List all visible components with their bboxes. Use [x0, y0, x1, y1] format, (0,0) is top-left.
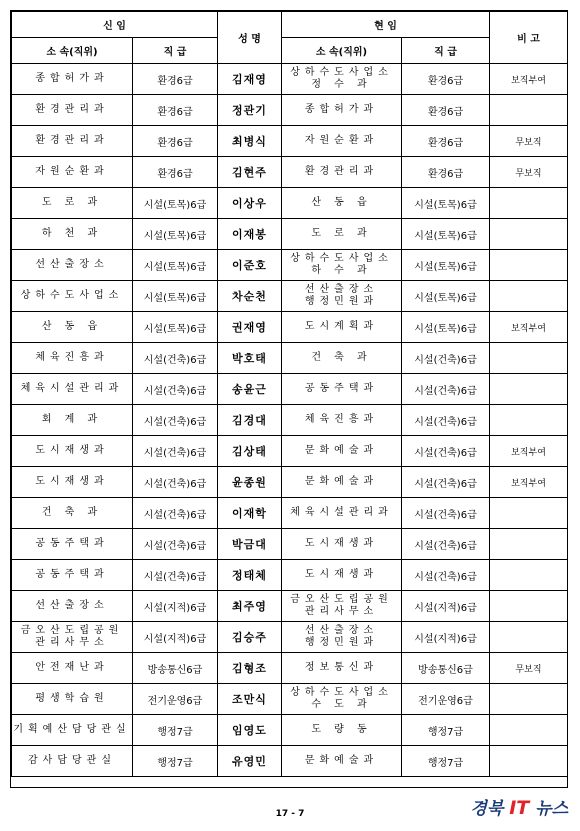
current-dept-cell	[282, 746, 402, 777]
current-dept-cell	[282, 622, 402, 653]
note-cell	[490, 343, 568, 374]
current-dept-cell	[282, 591, 402, 622]
new-dept-cell-line: 건 축 과	[41, 507, 103, 518]
new-rank-cell: 시설(건축)6급	[133, 498, 218, 529]
current-rank-cell: 시설(지적)6급	[402, 622, 490, 653]
new-rank-cell: 시설(건축)6급	[133, 405, 218, 436]
current-dept-cell-line: 문화예술과	[304, 755, 379, 766]
current-dept-cell-line: 종합허가과	[304, 104, 379, 115]
header-new-dept: 소 속(직위)	[12, 38, 133, 64]
current-dept-cell	[282, 281, 402, 312]
note-cell: 무보직	[490, 157, 568, 188]
new-dept-cell-line: 안전재난과	[35, 662, 109, 673]
new-dept-cell-line: 체육시설관리과	[20, 383, 124, 394]
new-dept-cell	[12, 64, 133, 95]
new-rank-cell: 시설(건축)6급	[133, 436, 218, 467]
current-dept-cell-line: 자원순환과	[304, 135, 379, 146]
current-dept-cell-line: 건 축 과	[311, 352, 372, 363]
current-dept-cell-line: 정보통신과	[304, 662, 379, 673]
table-row	[12, 684, 568, 715]
current-dept-cell-line: 선산출장소	[304, 625, 379, 636]
new-dept-cell-line: 관리사무소	[35, 637, 109, 648]
name-cell: 김현주	[218, 157, 282, 188]
current-dept-cell-line: 선산출장소	[304, 284, 379, 295]
note-cell	[490, 219, 568, 250]
current-rank-cell: 환경6급	[402, 64, 490, 95]
current-rank-cell: 시설(건축)6급	[402, 374, 490, 405]
current-dept-cell-line: 문화예술과	[304, 476, 379, 487]
current-dept-cell	[282, 374, 402, 405]
current-rank-cell: 환경6급	[402, 126, 490, 157]
name-cell: 차순천	[218, 281, 282, 312]
new-dept-cell-line: 체육진흥과	[35, 352, 109, 363]
new-dept-cell-line: 회 계 과	[41, 414, 103, 425]
new-rank-cell: 시설(지적)6급	[133, 591, 218, 622]
note-cell	[490, 746, 568, 777]
new-rank-cell: 환경6급	[133, 95, 218, 126]
new-dept-cell	[12, 343, 133, 374]
new-dept-cell-line: 금오산도립공원	[20, 625, 124, 636]
name-cell: 김경대	[218, 405, 282, 436]
name-cell: 이재봉	[218, 219, 282, 250]
table-row	[12, 622, 568, 653]
note-cell	[490, 684, 568, 715]
new-rank-cell: 시설(토목)6급	[133, 250, 218, 281]
header-current-rank: 직 급	[402, 38, 490, 64]
current-rank-cell: 방송통신6급	[402, 653, 490, 684]
current-rank-cell: 전기운영6급	[402, 684, 490, 715]
current-dept-cell-line: 행정민원과	[304, 637, 379, 648]
table-row	[12, 343, 568, 374]
table-row	[12, 95, 568, 126]
note-cell	[490, 715, 568, 746]
current-rank-cell: 시설(토목)6급	[402, 219, 490, 250]
new-rank-cell: 시설(토목)6급	[133, 188, 218, 219]
current-rank-cell: 시설(건축)6급	[402, 467, 490, 498]
header-current-dept: 소 속(직위)	[282, 38, 402, 64]
new-rank-cell: 시설(건축)6급	[133, 343, 218, 374]
new-dept-cell	[12, 529, 133, 560]
new-dept-cell-line: 평생학습원	[35, 693, 109, 704]
current-rank-cell: 시설(건축)6급	[402, 560, 490, 591]
table-row	[12, 374, 568, 405]
new-rank-cell: 시설(건축)6급	[133, 560, 218, 591]
current-rank-cell: 시설(토목)6급	[402, 250, 490, 281]
name-cell: 박금대	[218, 529, 282, 560]
new-dept-cell	[12, 622, 133, 653]
current-rank-cell: 시설(건축)6급	[402, 498, 490, 529]
current-dept-cell-line: 상하수도사업소	[290, 67, 393, 78]
note-cell	[490, 281, 568, 312]
current-dept-cell	[282, 436, 402, 467]
current-dept-cell-line: 하 수 과	[311, 265, 372, 276]
logo-prefix: 경북	[470, 799, 504, 819]
current-dept-cell	[282, 715, 402, 746]
current-rank-cell: 시설(건축)6급	[402, 405, 490, 436]
new-dept-cell-line: 종합허가과	[35, 73, 109, 84]
new-dept-cell	[12, 467, 133, 498]
current-dept-cell	[282, 560, 402, 591]
new-rank-cell: 시설(건축)6급	[133, 467, 218, 498]
table-row	[12, 219, 568, 250]
table-row	[12, 560, 568, 591]
name-cell: 이재학	[218, 498, 282, 529]
page-number: 17 - 7	[275, 809, 305, 819]
current-dept-cell-line: 체육시설관리과	[290, 507, 393, 518]
new-dept-cell-line: 기획예산담당관실	[13, 724, 131, 735]
current-rank-cell: 시설(토목)6급	[402, 281, 490, 312]
new-dept-cell	[12, 95, 133, 126]
new-dept-cell-line: 도시재생과	[35, 476, 109, 487]
table-row	[12, 653, 568, 684]
new-dept-cell	[12, 405, 133, 436]
new-rank-cell: 전기운영6급	[133, 684, 218, 715]
name-cell: 정관기	[218, 95, 282, 126]
current-dept-cell-line: 도시재생과	[304, 538, 379, 549]
new-dept-cell	[12, 281, 133, 312]
note-cell	[490, 405, 568, 436]
logo-watermark	[470, 794, 568, 819]
current-dept-cell	[282, 64, 402, 95]
current-dept-cell	[282, 250, 402, 281]
current-dept-cell-line: 상하수도사업소	[290, 687, 393, 698]
new-dept-cell-line: 하 천 과	[41, 228, 103, 239]
table-row	[12, 746, 568, 777]
new-dept-cell	[12, 436, 133, 467]
note-cell: 보직부여	[490, 436, 568, 467]
name-cell: 송윤근	[218, 374, 282, 405]
note-cell: 보직부여	[490, 467, 568, 498]
logo-suffix: 뉴스	[535, 799, 568, 819]
current-dept-cell-line: 정 수 과	[311, 79, 372, 90]
current-dept-cell-line: 도시계획과	[304, 321, 379, 332]
current-dept-cell	[282, 529, 402, 560]
new-dept-cell	[12, 374, 133, 405]
new-dept-cell-line: 상하수도사업소	[20, 290, 124, 301]
new-dept-cell-line: 감사담당관실	[28, 755, 116, 766]
current-dept-cell	[282, 188, 402, 219]
table-row	[12, 126, 568, 157]
table-row	[12, 529, 568, 560]
new-dept-cell-line: 선산출장소	[35, 259, 109, 270]
current-dept-cell	[282, 126, 402, 157]
header-new-post: 신 임	[12, 12, 218, 38]
table-row	[12, 250, 568, 281]
current-dept-cell-line: 수 도 과	[311, 699, 372, 710]
table-row	[12, 467, 568, 498]
current-dept-cell-line: 도시재생과	[304, 569, 379, 580]
current-dept-cell-line: 산 동 읍	[311, 197, 372, 208]
current-rank-cell: 시설(토목)6급	[402, 188, 490, 219]
note-cell: 보직부여	[490, 64, 568, 95]
current-dept-cell	[282, 467, 402, 498]
new-dept-cell	[12, 312, 133, 343]
current-dept-cell-line: 행정민원과	[304, 296, 379, 307]
logo-it: IT	[509, 797, 530, 819]
new-dept-cell	[12, 684, 133, 715]
personnel-table	[11, 11, 568, 777]
name-cell: 박호태	[218, 343, 282, 374]
new-rank-cell: 환경6급	[133, 157, 218, 188]
current-dept-cell	[282, 498, 402, 529]
table-row	[12, 715, 568, 746]
new-rank-cell: 방송통신6급	[133, 653, 218, 684]
note-cell	[490, 560, 568, 591]
note-cell	[490, 374, 568, 405]
name-cell: 유영민	[218, 746, 282, 777]
current-dept-cell-line: 체육진흥과	[304, 414, 379, 425]
new-dept-cell	[12, 188, 133, 219]
new-rank-cell: 시설(건축)6급	[133, 374, 218, 405]
current-dept-cell-line: 공동주택과	[304, 383, 379, 394]
new-dept-cell-line: 산 동 읍	[41, 321, 103, 332]
table-body	[12, 64, 568, 777]
table-row	[12, 591, 568, 622]
current-dept-cell	[282, 157, 402, 188]
new-dept-cell	[12, 157, 133, 188]
new-rank-cell: 행정7급	[133, 715, 218, 746]
current-rank-cell: 행정7급	[402, 715, 490, 746]
name-cell: 이상우	[218, 188, 282, 219]
new-dept-cell	[12, 715, 133, 746]
new-rank-cell: 환경6급	[133, 126, 218, 157]
new-dept-cell-line: 자원순환과	[35, 166, 109, 177]
new-rank-cell: 시설(토목)6급	[133, 312, 218, 343]
new-dept-cell	[12, 250, 133, 281]
new-rank-cell: 시설(건축)6급	[133, 529, 218, 560]
personnel-document	[10, 10, 568, 788]
new-dept-cell-line: 선산출장소	[35, 600, 109, 611]
name-cell: 임영도	[218, 715, 282, 746]
current-dept-cell-line: 관리사무소	[304, 606, 379, 617]
note-cell: 무보직	[490, 653, 568, 684]
name-cell: 김형조	[218, 653, 282, 684]
note-cell: 보직부여	[490, 312, 568, 343]
new-dept-cell	[12, 219, 133, 250]
name-cell: 권재영	[218, 312, 282, 343]
current-dept-cell	[282, 343, 402, 374]
name-cell: 정태체	[218, 560, 282, 591]
new-rank-cell: 환경6급	[133, 64, 218, 95]
note-cell	[490, 498, 568, 529]
new-dept-cell	[12, 126, 133, 157]
new-dept-cell	[12, 653, 133, 684]
note-cell	[490, 591, 568, 622]
current-rank-cell: 시설(건축)6급	[402, 529, 490, 560]
header-note: 비 고	[490, 12, 568, 64]
current-rank-cell: 시설(토목)6급	[402, 312, 490, 343]
new-rank-cell: 행정7급	[133, 746, 218, 777]
name-cell: 윤종원	[218, 467, 282, 498]
current-dept-cell	[282, 653, 402, 684]
table-row	[12, 188, 568, 219]
current-rank-cell: 환경6급	[402, 157, 490, 188]
new-dept-cell-line: 도시재생과	[35, 445, 109, 456]
name-cell: 김재영	[218, 64, 282, 95]
header-new-rank: 직 급	[133, 38, 218, 64]
new-dept-cell-line: 환경관리과	[35, 104, 109, 115]
current-dept-cell-line: 문화예술과	[304, 445, 379, 456]
new-dept-cell-line: 환경관리과	[35, 135, 109, 146]
note-cell	[490, 250, 568, 281]
current-dept-cell	[282, 312, 402, 343]
new-dept-cell	[12, 560, 133, 591]
current-dept-cell	[282, 684, 402, 715]
new-dept-cell	[12, 746, 133, 777]
current-dept-cell-line: 도 로 과	[311, 228, 372, 239]
table-row	[12, 498, 568, 529]
new-dept-cell-line: 공동주택과	[35, 538, 109, 549]
table-row	[12, 436, 568, 467]
current-rank-cell: 시설(건축)6급	[402, 343, 490, 374]
current-rank-cell: 환경6급	[402, 95, 490, 126]
note-cell	[490, 622, 568, 653]
note-cell: 무보직	[490, 126, 568, 157]
header-current-post: 현 임	[282, 12, 490, 38]
current-dept-cell	[282, 95, 402, 126]
name-cell: 조만식	[218, 684, 282, 715]
name-cell: 최병식	[218, 126, 282, 157]
name-cell: 최주영	[218, 591, 282, 622]
current-dept-cell	[282, 405, 402, 436]
current-dept-cell-line: 환경관리과	[304, 166, 379, 177]
header-name: 성 명	[218, 12, 282, 64]
new-dept-cell	[12, 591, 133, 622]
note-cell	[490, 529, 568, 560]
current-rank-cell: 시설(건축)6급	[402, 436, 490, 467]
current-rank-cell: 행정7급	[402, 746, 490, 777]
current-dept-cell	[282, 219, 402, 250]
new-rank-cell: 시설(지적)6급	[133, 622, 218, 653]
table-row	[12, 157, 568, 188]
new-dept-cell-line: 도 로 과	[41, 197, 103, 208]
current-dept-cell-line: 도 량 동	[311, 724, 372, 735]
current-dept-cell-line: 금오산도립공원	[290, 594, 393, 605]
new-dept-cell-line: 공동주택과	[35, 569, 109, 580]
name-cell: 이준호	[218, 250, 282, 281]
name-cell: 김상태	[218, 436, 282, 467]
new-rank-cell: 시설(토목)6급	[133, 281, 218, 312]
table-row	[12, 64, 568, 95]
new-rank-cell: 시설(토목)6급	[133, 219, 218, 250]
new-dept-cell	[12, 498, 133, 529]
current-dept-cell-line: 상하수도사업소	[290, 253, 393, 264]
table-row	[12, 405, 568, 436]
table-row	[12, 312, 568, 343]
name-cell: 김승주	[218, 622, 282, 653]
note-cell	[490, 95, 568, 126]
note-cell	[490, 188, 568, 219]
table-row	[12, 281, 568, 312]
current-rank-cell: 시설(지적)6급	[402, 591, 490, 622]
